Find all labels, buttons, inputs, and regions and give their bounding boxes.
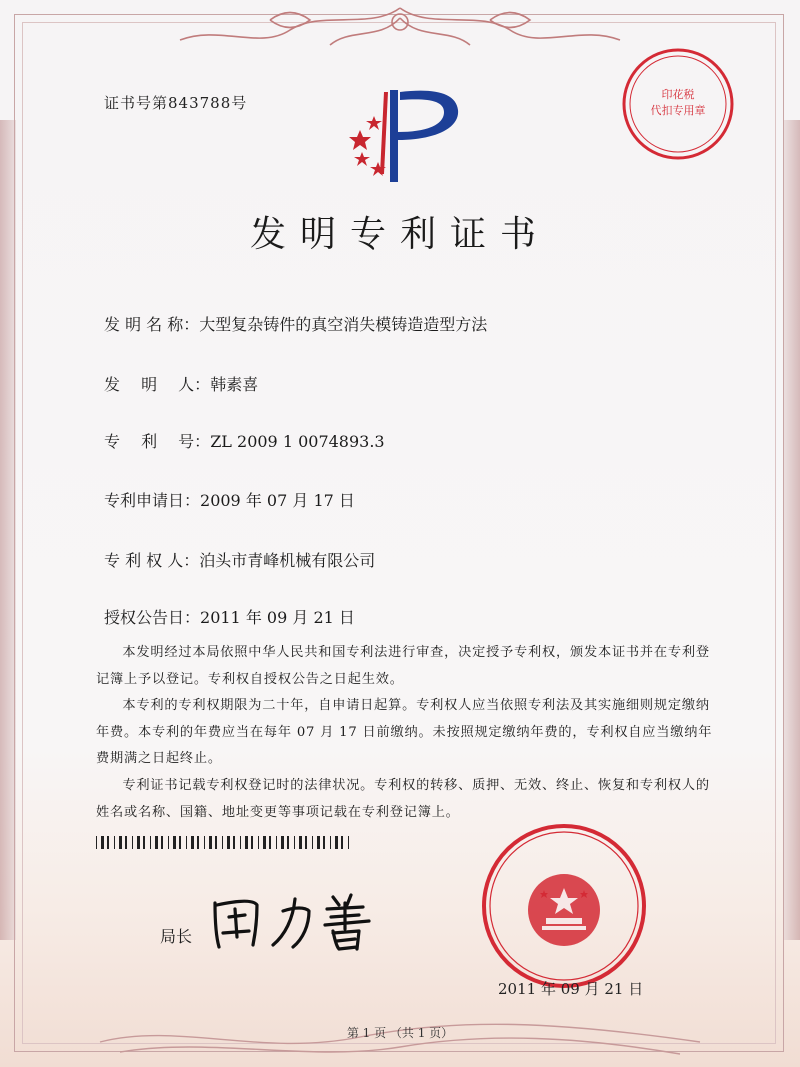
inventor-row [104, 372, 258, 395]
svg-text:印花税: 印花税 [661, 88, 695, 101]
inventor-label: 发 明 人： [104, 375, 211, 394]
svg-text:代扣专用章: 代扣专用章 [650, 104, 706, 117]
national-ip-office-seal-icon [480, 822, 648, 990]
top-ornament-icon [150, 0, 650, 70]
invention-name-label: 发 明 名 称： [104, 315, 200, 334]
tax-stamp-seal-icon [620, 46, 736, 162]
body-paragraph: 专利证书记载专利权登记时的法律状况。专利权的转移、质押、无效、终止、恢复和专利权人的姓名或名称、国籍、地址变更等事项记载在专利登记簿上。 [96, 777, 710, 820]
filing-date-value: 2009 年 07 月 17 日 [200, 491, 355, 510]
page-number: 第 1 页 （共 1 页） [346, 1026, 454, 1040]
certificate-number: 证书号第843788号 [104, 94, 248, 112]
patentee-row [104, 548, 375, 571]
body-paragraph: 本专利的专利权期限为二十年，自申请日起算。专利权人应当依照专利法及其实施细则规定缴纳年费。本专利的年费应当在每年 07 月 17 日前缴纳。未按照规定缴纳年费的，专利权自应当缴纳年费期满之日起终止。 [96, 698, 713, 767]
filing-date-row [104, 488, 355, 511]
grant-date-value: 2011 年 09 月 21 日 [200, 608, 355, 627]
patent-office-logo-icon [340, 78, 470, 188]
patent-number-row [104, 429, 385, 452]
inventor-value: 韩素喜 [210, 375, 259, 394]
invention-name-value: 大型复杂铸件的真空消失模铸造造型方法 [199, 315, 488, 334]
director-signature-icon [205, 885, 395, 955]
patent-number-label: 专 利 号： [104, 432, 211, 451]
patentee-label: 专 利 权 人： [104, 551, 200, 570]
invention-name-row [104, 312, 487, 335]
body-paragraph: 本发明经过本局依照中华人民共和国专利法进行审查，决定授予专利权，颁发本证书并在专利登记簿上予以登记。专利权自授权公告之日起生效。 [96, 645, 710, 687]
patent-number-value: ZL 2009 1 0074893.3 [210, 432, 385, 451]
filing-date-label: 专利申请日： [104, 491, 201, 510]
issue-date: 2011 年 09 月 21 日 [498, 980, 644, 998]
patentee-value: 泊头市青峰机械有限公司 [199, 551, 376, 570]
grant-date-row [104, 605, 355, 628]
grant-date-label: 授权公告日： [104, 608, 201, 627]
director-label: 局长 [160, 927, 193, 946]
barcode-icon [96, 836, 352, 849]
certificate-body [96, 640, 716, 826]
certificate-title: 发明专利证书 [249, 214, 550, 255]
